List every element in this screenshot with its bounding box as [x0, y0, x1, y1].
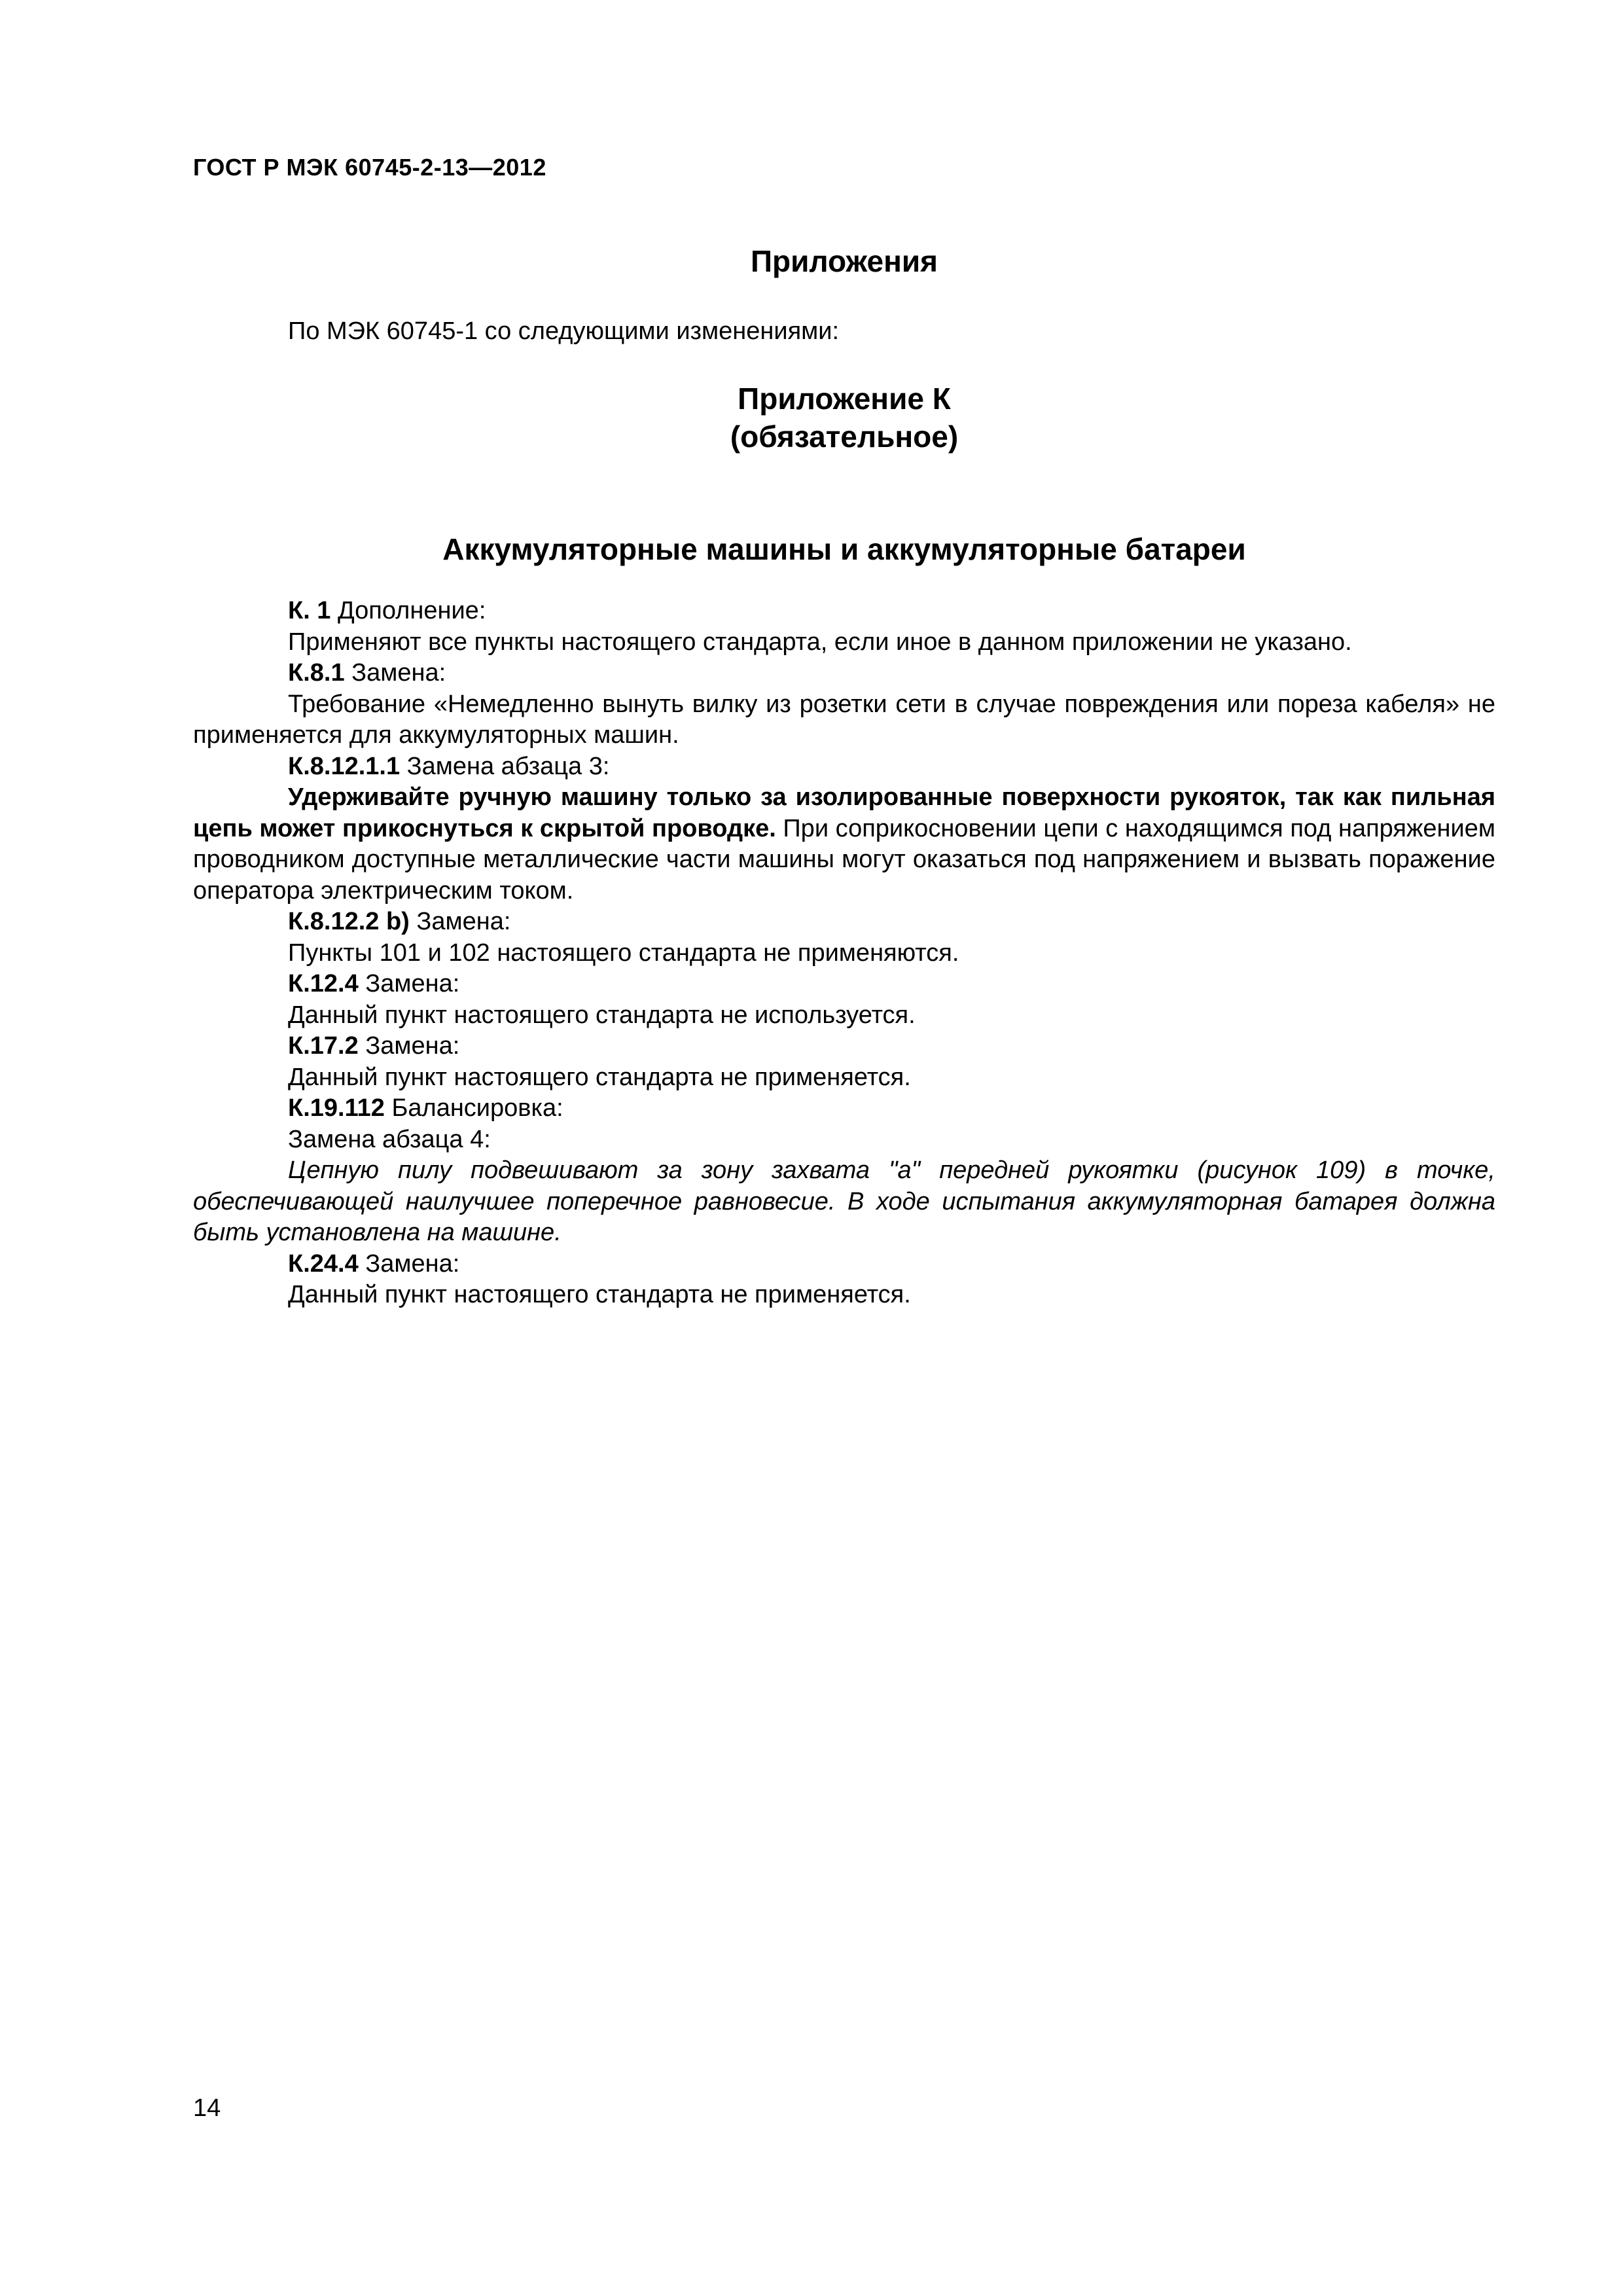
clause-k172-heading [193, 1031, 1495, 1062]
clause-number: К.8.12.2 b) [288, 908, 410, 935]
annexes-title: Приложения [750, 244, 938, 278]
clause-k81-text: Требование «Немедленно вынуть вилку из розетки сети в случае повреждения или пореза кабеля» не применяется для аккумуляторных машин. [193, 690, 1495, 749]
clause-number: К. 1 [288, 597, 331, 624]
clause-number: К.17.2 [288, 1032, 359, 1060]
clause-number: К.8.1 [288, 659, 345, 687]
clause-k81211-text [193, 782, 1495, 906]
clause-k244-text: Данный пункт настоящего стандарта не применяется. [288, 1281, 911, 1308]
clause-number: К.8.12.1.1 [288, 752, 401, 780]
page-number: 14 [193, 2094, 221, 2122]
clause-action: Замена: [409, 908, 511, 935]
warning-text: Удерживайте ручную машину только за изолированные поверхности рукояток, так как пильная цепь может прикоснуться к скрытой проводке. [193, 783, 1495, 842]
clause-k19112-heading [193, 1093, 1495, 1124]
clause-k1-heading [193, 596, 1495, 627]
clause-k124-text: Данный пункт настоящего стандарта не используется. [288, 1001, 916, 1029]
intro-text: По МЭК 60745-1 со следующими изменениями: [288, 317, 840, 345]
clause-k81-heading [193, 658, 1495, 689]
clause-k1-text: Применяют все пункты настоящего стандарта, если иное в данном приложении не указано. [288, 628, 1352, 656]
clause-number: К.12.4 [288, 970, 359, 997]
clause-k244-heading [193, 1249, 1495, 1280]
clause-text: При соприкосновении цепи с находящимся под напряжением проводником доступные металлические части машины могут оказаться под напряжением и вызвать поражение оператора электрическим током. [193, 814, 1495, 905]
clause-number: К.19.112 [288, 1094, 385, 1122]
clause-k19112-text: Цепную пилу подвешивают за зону захвата "а" передней рукоятки (рисунок 109) в точке, обеспечивающей наилучшее поперечное равновесие. В ходе испытания аккумуляторная батарея должна быть установлена на машине. [193, 1157, 1495, 1246]
clause-k8122-heading [193, 906, 1495, 938]
clause-action: Замена абзаца 3: [400, 752, 610, 780]
clause-action: Замена: [358, 1032, 460, 1060]
clause-k172-text: Данный пункт настоящего стандарта не применяется. [288, 1063, 911, 1091]
clause-number: К.24.4 [288, 1249, 359, 1278]
clause-action: Дополнение: [330, 597, 486, 624]
clause-action: Замена: [344, 659, 446, 687]
annex-k-title: Приложение К [738, 382, 951, 416]
clause-k19112-sub: Замена абзаца 4: [288, 1125, 491, 1153]
clause-action: Замена: [358, 1249, 460, 1278]
annex-k-status: (обязательное) [730, 420, 959, 454]
annex-body [193, 596, 1495, 1311]
clause-k8122-text: Пункты 101 и 102 настоящего стандарта не применяются. [288, 939, 959, 967]
clause-k124-heading [193, 969, 1495, 1000]
clause-action: Замена: [358, 970, 460, 997]
document-header: ГОСТ Р МЭК 60745-2-13—2012 [193, 154, 546, 181]
annex-k-subject: Аккумуляторные машины и аккумуляторные батареи [442, 532, 1246, 566]
clause-action: Балансировка: [384, 1094, 563, 1122]
clause-k81211-heading [193, 751, 1495, 783]
